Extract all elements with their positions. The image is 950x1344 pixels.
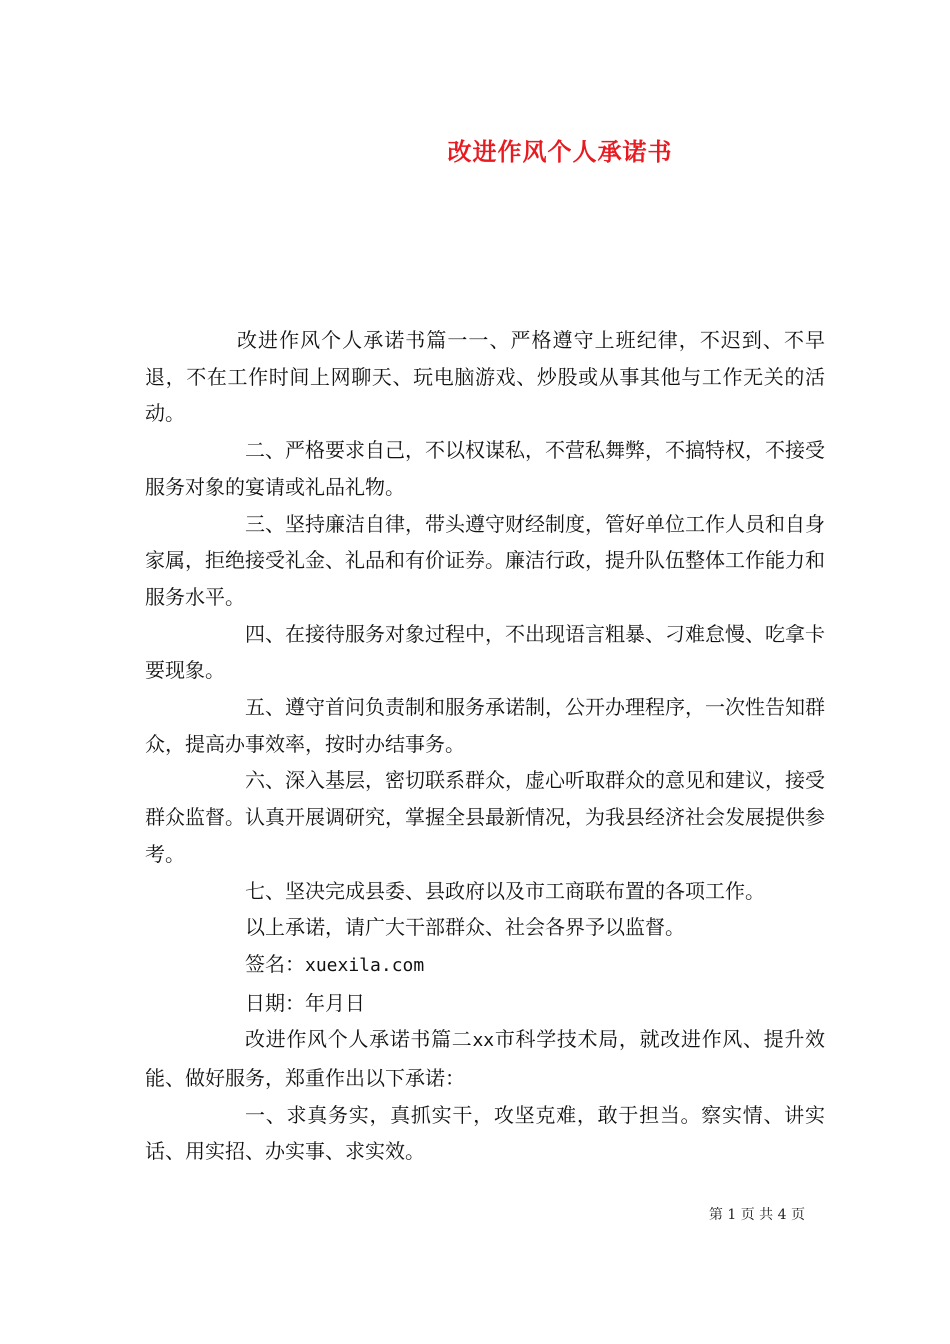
paragraph-3: 三、坚持廉洁自律，带头遵守财经制度，管好单位工作人员和自身家属，拒绝接受礼金、礼品和有价证券。廉洁行政，提升队伍整体工作能力和服务水平。: [145, 511, 825, 609]
part2-rest: 市科学技术局，就改进作风、提升效能、做好服务，郑重作出以下承诺：: [145, 1027, 826, 1091]
paragraph-2: 二、严格要求自己，不以权谋私，不营私舞弊，不搞特权，不接受服务对象的宴请或礼品礼物。: [145, 438, 825, 499]
signature-line: [145, 946, 825, 985]
paragraph-1: 改进作风个人承诺书篇一一、严格遵守上班纪律，不迟到、不早退，不在工作时间上网聊天、玩电脑游戏、炒股或从事其他与工作无关的活动。: [145, 328, 825, 426]
signature-label: 签名：: [245, 951, 305, 976]
paragraph-8: 以上承诺，请广大干部群众、社会各界予以监督。: [245, 915, 685, 940]
paragraph-6: 六、深入基层，密切联系群众，虚心听取群众的意见和建议，接受群众监督。认真开展调研究，掌握全县最新情况，为我县经济社会发展提供参考。: [145, 768, 825, 866]
paragraph-part2-1: 一、求真务实，真抓实干，攻坚克难，敢于担当。察实情、讲实话、用实招、办实事、求实效。: [145, 1102, 825, 1164]
document-title: 改进作风个人承诺书: [447, 137, 673, 166]
paragraph-5: 五、遵守首问负责制和服务承诺制，公开办理程序，一次性告知群众，提高办事效率，按时办结事务。: [145, 695, 825, 756]
paragraph-7: 七、坚决完成县委、县政府以及市工商联布置的各项工作。: [245, 878, 765, 903]
page-number: 第 1 页 共 4 页: [708, 1207, 805, 1223]
signature-value: xuexila.com: [305, 954, 425, 976]
date-line: 日期：年月日: [245, 990, 365, 1015]
part2-prefix: 改进作风个人承诺书篇二: [245, 1027, 473, 1052]
document-body: [145, 322, 825, 1170]
paragraph-part2-intro: [145, 1021, 825, 1096]
paragraph-4: 四、在接待服务对象过程中，不出现语言粗暴、刁难怠慢、吃拿卡要现象。: [145, 621, 825, 683]
part2-latin: xx: [472, 1030, 495, 1052]
